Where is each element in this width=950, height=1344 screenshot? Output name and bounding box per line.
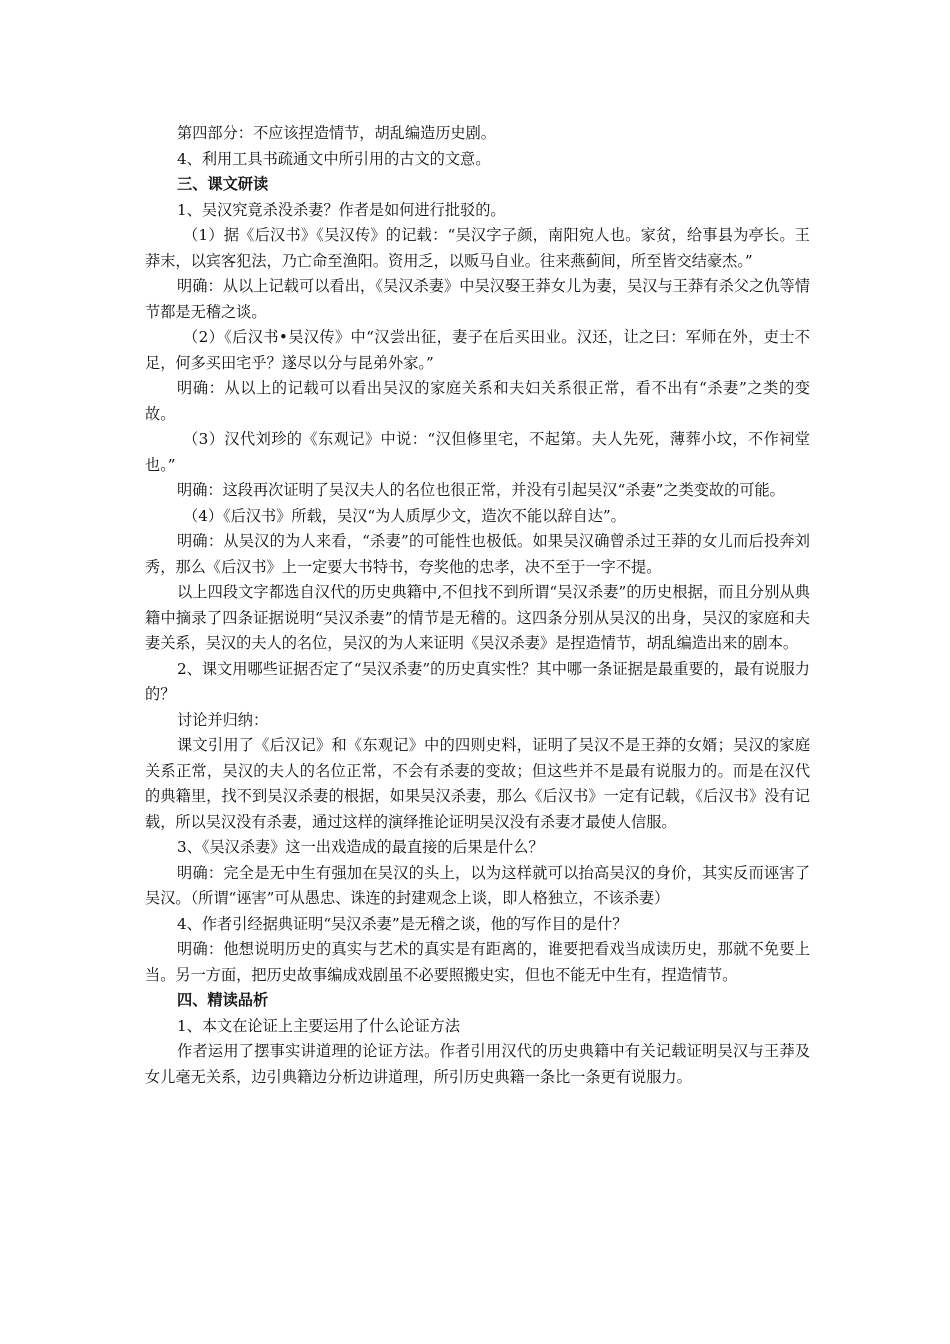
paragraph: 第四部分：不应该捏造情节，胡乱编造历史剧。 <box>177 124 496 142</box>
section-heading: 三、课文研读 <box>177 175 269 193</box>
paragraph: （1）据《后汉书》《吴汉传》的记载：“吴汉字子颜，南阳宛人也。家贫，给事县为亭长。王莽末，以宾客犯法，乃亡命至渔阳。资用乏，以贩马自业。往来燕蓟间，所至皆交结豪杰。” <box>145 226 810 270</box>
paragraph: 明确：完全是无中生有强加在吴汉的头上，以为这样就可以抬高吴汉的身价，其实反而诬害了吴汉。（所谓“诬害”可从愚忠、诛连的封建观念上谈，即人格独立，不该杀妻） <box>145 863 810 907</box>
paragraph: 讨论并归纳： <box>177 710 269 729</box>
paragraph: 明确：从以上记载可以看出，《吴汉杀妻》中吴汉娶王莽女儿为妻，吴汉与王莽有杀父之仇等情节都是无稽之谈。 <box>145 277 810 321</box>
paragraph: （4）《后汉书》所载，吴汉“为人质厚少文，造次不能以辞自达”。 <box>183 506 626 525</box>
paragraph: 明确：这段再次证明了吴汉夫人的名位也很正常，并没有引起吴汉“杀妻”之类变故的可能。 <box>177 481 785 499</box>
document-body <box>145 121 810 1090</box>
paragraph: 1、吴汉究竟杀没杀妻？作者是如何进行批驳的。 <box>177 200 506 219</box>
paragraph: 明确：从以上的记载可以看出吴汉的家庭关系和夫妇关系很正常，看不出有“杀妻”之类的变故。 <box>145 379 810 423</box>
paragraph: 4、利用工具书疏通文中所引用的古文的文意。 <box>177 149 491 168</box>
paragraph: 明确：从吴汉的为人来看，“杀妻”的可能性也极低。如果吴汉确曾杀过王莽的女儿而后投奔刘秀，那么《后汉书》上一定要大书特书，夸奖他的忠孝，决不至于一字不提。 <box>145 532 810 576</box>
paragraph: 作者运用了摆事实讲道理的论证方法。作者引用汉代的历史典籍中有关记载证明吴汉与王莽及女儿毫无关系，边引典籍边分析边讲道理，所引历史典籍一条比一条更有说服力。 <box>145 1042 810 1086</box>
section-heading: 四、精读品析 <box>177 991 269 1009</box>
paragraph: 明确：他想说明历史的真实与艺术的真实是有距离的，谁要把看戏当成读历史，那就不免要上当。另一方面，把历史故事编成戏剧虽不必要照搬史实，但也不能无中生有，捏造情节。 <box>145 940 810 984</box>
paragraph: 3、《吴汉杀妻》这一出戏造成的最直接的后果是什么？ <box>177 838 544 856</box>
paragraph: 1、本文在论证上主要运用了什么论证方法 <box>177 1016 461 1035</box>
paragraph: 4、作者引经据典证明“吴汉杀妻”是无稽之谈，他的写作目的是什？ <box>177 914 628 933</box>
paragraph: 以上四段文字都选自汉代的历史典籍中,不但找不到所谓“吴汉杀妻”的历史根据，而且分别从典籍中摘录了四条证据说明“吴汉杀妻”的情节是无稽的。这四条分别从吴汉的出身，吴汉的家庭和夫妻关系，吴汉的夫人的名位，吴汉的为人来证明《吴汉杀妻》是捏造情节，胡乱编造出来的剧本。 <box>145 583 810 652</box>
paragraph: 课文引用了《后汉记》和《东观记》中的四则史料，证明了吴汉不是王莽的女婿；吴汉的家庭关系正常，吴汉的夫人的名位正常，不会有杀妻的变故；但这些并不是最有说服力的。而是在汉代的典籍里，找不到吴汉杀妻的根据，如果吴汉杀妻，那么《后汉书》一定有记载，《后汉书》没有记载，所以吴汉没有杀妻，通过这样的演绎推论证明吴汉没有杀妻才最使人信服。 <box>145 736 810 831</box>
paragraph: （2）《后汉书•吴汉传》中“汉尝出征，妻子在后买田业。汉还，让之曰：军师在外，吏士不足，何多买田宅乎？遂尽以分与昆弟外家。” <box>145 328 810 372</box>
paragraph: （3）汉代刘珍的《东观记》中说：“汉但修里宅，不起第。夫人先死，薄葬小坟，不作祠堂也。” <box>145 430 810 474</box>
paragraph: 2、课文用哪些证据否定了“吴汉杀妻”的历史真实性？其中哪一条证据是最重要的，最有说服力的？ <box>145 659 810 703</box>
